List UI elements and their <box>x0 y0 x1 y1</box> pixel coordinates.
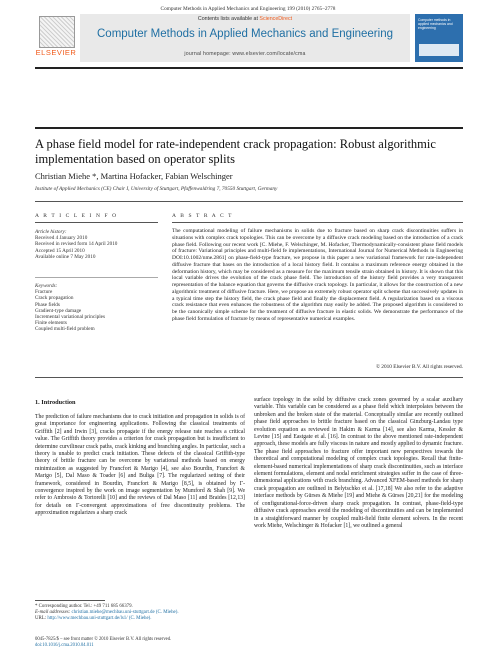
keyword: Gradient-type damage <box>35 307 82 314</box>
masthead-banner <box>80 14 410 62</box>
journal-cover-thumbnail <box>415 14 463 62</box>
keywords-label: Keywords: <box>35 283 58 289</box>
elsevier-logo <box>35 14 77 62</box>
sciencedirect-link[interactable]: ScienceDirect <box>259 16 293 22</box>
footnote <box>35 604 245 622</box>
journal-title: Computer Methods in Applied Mechanics and Engineering <box>97 28 393 40</box>
affiliation: Institute of Applied Mechanics (CE) Chair I, University of Stuttgart, Pfaffenwaldring 7, 70550 Stuttgart, Germany <box>35 186 278 192</box>
keyword: Crack propagation <box>35 295 74 302</box>
homepage-link[interactable]: http://www.mechbau.uni-stuttgart.de/ls1/ (C. Miehe). <box>47 616 152 621</box>
elsevier-tree-icon <box>39 16 75 48</box>
email-line: E-mail addresses: christian.miehe@mechbau.uni-stuttgart.de (C. Miehe). <box>35 610 179 615</box>
publisher-name: ELSEVIER <box>35 48 77 57</box>
cover-graphic <box>419 44 459 56</box>
article-info-heading: A R T I C L E I N F O <box>35 213 118 219</box>
email-link[interactable]: christian.miehe@mechbau.uni-stuttgart.de (C. Miehe). <box>71 610 179 615</box>
body-column-right: surface topology in the solid by diffusive crack zones governed by a scalar auxiliary variable. This variable can be considered as a phase field which interpolates between the unbroken and the broken state of the material. Conceptually similar are recently outlined phase field approaches to brittle fracture based on the classical Ginzburg-Landau type evolution equation as reviewed in Hakim & Karma [14], see also Karma, Kessler & Levine [15] and Eastgate et al. [16]. In contrast to the above mentioned rate-independent approach, these models are fully viscous in nature and mostly applied to dynamic fracture. The phase field approaches to fracture offer important new perspectives towards the theoretical and computational modeling of complex crack topologies. Recall that finite-element-based numerical implementations of sharp crack discontinuities, such as interface element formulations, element and nodal enrichment strategies suffer in the case of three-dimensional applications with crack branching. Advanced XFEM-based methods for sharp crack propagation are outlined in Belytschko et al. [17,18] We also refer to the adaptive interface methods by Gürses & Miehe [19] and Miehe & Gürses [20,21] for the modeling of configurational-force-driven sharp crack propagation. In contrast, phase-field-type diffusive crack approaches avoid the modeling of discontinuities and can be implemented in a straightforward manner by coupled multi-field finite element solvers. In the recent work Miehe, Welschinger & Hofacker [1], we outlined a general <box>254 397 463 529</box>
keyword: Incremental variational principles <box>35 314 106 321</box>
journal-masthead <box>35 14 463 64</box>
divider-after-abstract <box>35 377 463 378</box>
abstract-rule <box>172 222 463 223</box>
masthead-rule-bottom <box>35 127 463 129</box>
cover-title: Computer methods in applied mechanics and engineering <box>418 18 453 30</box>
author-list: Christian Miehe *, Martina Hofacker, Fabian Welschinger <box>35 171 233 181</box>
section-heading: 1. Introduction <box>35 399 76 406</box>
journal-homepage[interactable]: journal homepage: www.elsevier.com/locate/cma <box>184 51 306 57</box>
history-item: Accepted 15 April 2010 <box>35 247 85 254</box>
article-history <box>35 229 145 260</box>
abstract-text: The computational modeling of failure mechanisms in solids due to fracture based on sharp crack discontinuities suffers in situations with complex crack topologies. This can be overcome by a diffusive crack modeling based on the introduction of a crack phase field. Following our recent work [C. Miehe, F. Welschinger, M. Hofacker, Thermodynamically-consistent phase field models of fracture: Variational principles and multi-field fe implementations, International Journal for Numerical Methods in Engineering DOI:10.1002/nme.2861] on phase-field-type fracture, we propose in this paper a new variational framework for rate-independent diffusive fracture that bases on the introduction of a local history field. It contains a maximum reference energy obtained in the deformation history, which may be considered as a measure for the maximum tensile strain obtained in history. It is shown that this local variable drives the evolution of the crack phase field. The introduction of the history field provides a very transparent representation of the balance equation that governs the diffusive crack topology. In particular, it allows for the construction of a new algorithmic treatment of diffusive fracture. Here, we propose an extremely robust operator split scheme that successively updates in a typical time step the history field, the crack phase field and finally the displacement field. A regularization based on a viscous crack resistance that even enhances the robustness of the algorithm may easily be added. The proposed algorithm is considered to be the canonically simple scheme for the treatment of diffusive fracture in elastic solids. We demonstrate the performance of the phase field formulation of fracture by means of representative numerical examples. <box>172 228 463 322</box>
footnote-rule <box>35 600 105 601</box>
doi-link[interactable]: doi:10.1016/j.cma.2010.04.011 <box>35 642 94 648</box>
issn-line: 0045-7825/$ – see front matter © 2010 Elsevier B.V. All rights reserved. <box>35 637 172 642</box>
article-info-rule <box>35 222 158 223</box>
history-label: Article history: <box>35 229 67 235</box>
keyword: Phase fields <box>35 301 60 308</box>
keyword: Finite elements <box>35 320 67 327</box>
divider-after-affiliation <box>35 201 463 202</box>
masthead-rule-top <box>35 67 463 69</box>
history-item: Received 4 January 2010 <box>35 235 88 242</box>
abstract-copyright: © 2010 Elsevier B.V. All rights reserved. <box>375 364 463 370</box>
corresponding-author-note: * Corresponding author. Tel.: +49 711 685 66379. <box>35 604 133 609</box>
body-column-left: The prediction of failure mechanisms due to crack initiation and propagation in solids is of great importance for engineering applications. Following the classical treatments of Griffith [2] and Irwin [3], cracks propagate if the energy release rate reaches a critical value. The Griffith theory provides a criterion for crack propagation but is insufficient to determine curvilinear crack paths, crack kinking and branching angles. In particular, such a theory is unable to predict crack initiation. These defects of the classical Griffith-type theory of brittle fracture can be overcome by variational methods based on energy minimization as suggested by Francfort & Marigo [4], see also Bourdin, Francfort & Marigo [5], Dal Maso & Toader [6] and Buliga [7]. The regularized setting of their framework, considered in Bourdin, Francfort & Marigo [8,5], is obtained by Γ-convergence inspired by the work on image segmentation by Mumford & Shah [9]. We refer to Ambrosio & Tortorelli [10] and the reviews of Dal Maso [11] and Braides [12,13] for details on Γ-convergent approximations of free discontinuity problems. The approximation regularizes a sharp crack <box>35 414 245 517</box>
abstract-heading: A B S T R A C T <box>172 213 234 219</box>
keyword: Fracture <box>35 289 53 296</box>
contents-line: Contents lists available at ScienceDirect <box>197 16 293 22</box>
history-divider <box>35 277 158 278</box>
running-header: Computer Methods in Applied Mechanics and Engineering 199 (2010) 2765–2778 <box>160 6 336 12</box>
keywords <box>35 283 145 333</box>
keyword: Coupled multi-field problem <box>35 326 95 333</box>
history-item: Received in revised form 14 April 2010 <box>35 241 118 248</box>
article-title: A phase field model for rate-independent crack propagation: Robust algorithmic implementation based on operator splits <box>35 137 436 166</box>
history-item: Available online 7 May 2010 <box>35 253 96 260</box>
front-matter-info <box>35 637 171 649</box>
url-line: URL: http://www.mechbau.uni-stuttgart.de/ls1/ (C. Miehe). <box>35 616 152 621</box>
